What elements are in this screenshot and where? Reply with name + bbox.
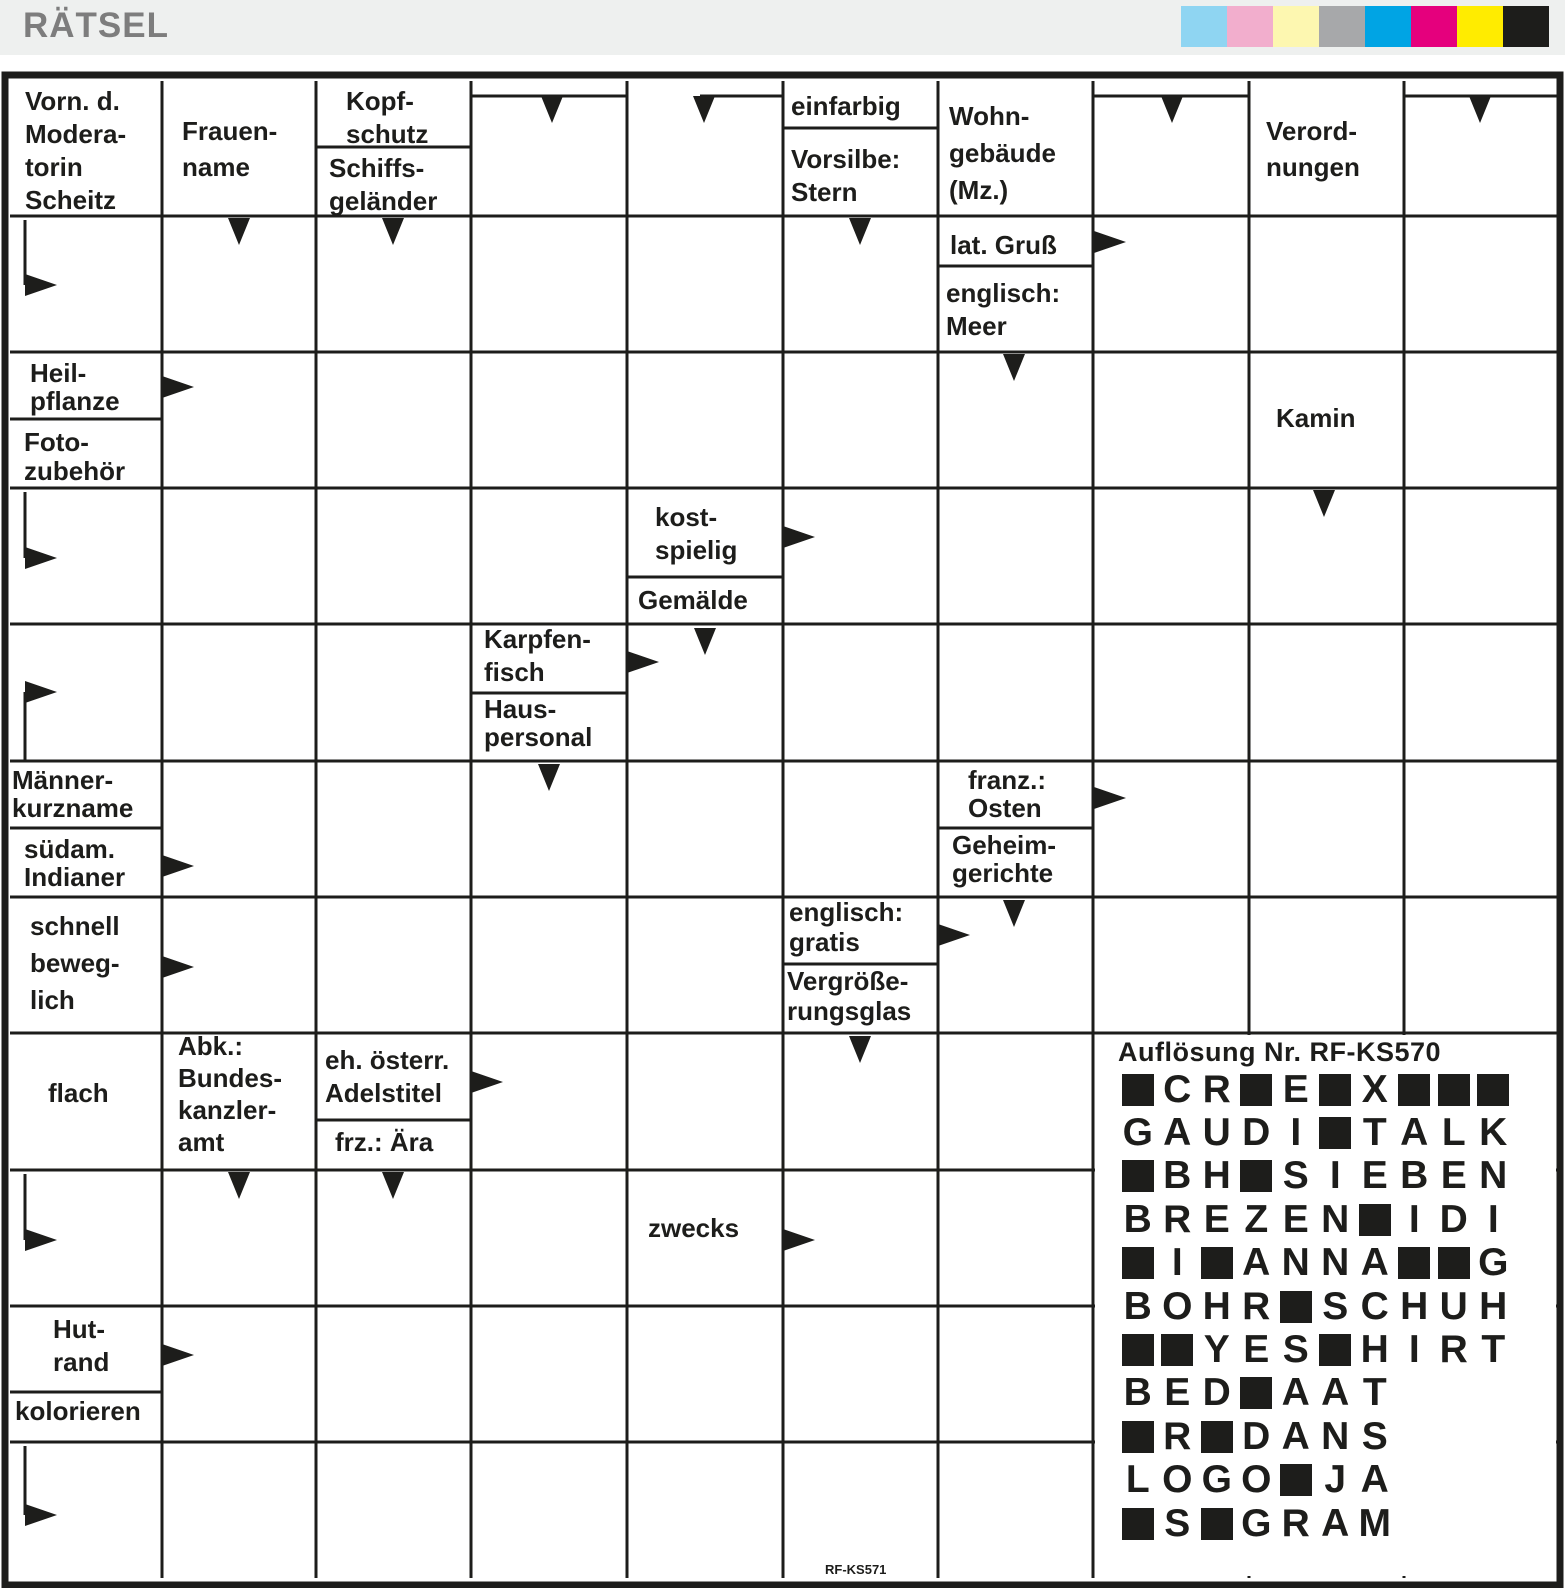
arrow-right-icon: [25, 547, 57, 569]
solution-letter: H: [1202, 1284, 1231, 1328]
arrow-right-icon: [162, 855, 194, 877]
solution-letter: S: [1361, 1414, 1388, 1458]
solution-letter: N: [1281, 1241, 1310, 1285]
clue-label: südam. Indianer: [24, 834, 126, 892]
clue-label: kost-spielig: [655, 502, 738, 565]
solution-letter: Y: [1203, 1328, 1230, 1372]
solution-letter: H: [1202, 1154, 1231, 1198]
solution-black-square: [1316, 1330, 1356, 1370]
arrow-down-icon: [382, 218, 404, 245]
solution-black-square: [1118, 1504, 1158, 1544]
solution-letter: R: [1163, 1414, 1192, 1458]
solution-letter: I: [1290, 1111, 1302, 1155]
solution-letter: N: [1321, 1414, 1350, 1458]
clue-label: Vergröße-rungsglas: [787, 966, 912, 1026]
clue-label: zwecks: [648, 1213, 740, 1243]
clue-label: lat. Gruß: [950, 230, 1057, 260]
arrow-down-icon: [541, 96, 563, 123]
black-square-icon: [1201, 1421, 1233, 1453]
clue-label: Kopf-schutz: [346, 86, 429, 149]
arrow-right-icon: [162, 956, 194, 978]
clue-label: Gemälde: [638, 585, 748, 615]
black-square-icon: [1122, 1508, 1154, 1540]
arrow-right-icon: [1094, 231, 1126, 253]
solution-black-square: [1118, 1156, 1158, 1196]
solution-letter: C: [1163, 1067, 1192, 1111]
solution-letter: I: [1408, 1328, 1420, 1372]
clue-label: Wohn-gebäude (Mz.): [949, 101, 1056, 205]
clue-label: Geheim-gerichte: [952, 830, 1057, 888]
solution-row: [1118, 1198, 1538, 1241]
solution-letter: R: [1439, 1328, 1468, 1372]
clue-label: eh. österr. Adelstitel: [325, 1045, 450, 1108]
clue-label: frz.: Ära: [335, 1127, 434, 1157]
color-swatch: [1365, 6, 1411, 47]
solution-row: [1118, 1459, 1538, 1502]
arrow-right-icon: [627, 651, 659, 673]
solution-letter: A: [1360, 1241, 1389, 1285]
arrow-down-icon: [228, 1172, 250, 1199]
solution-letter: E: [1243, 1328, 1270, 1372]
solution-letter: C: [1360, 1284, 1389, 1328]
solution-black-square: [1197, 1504, 1237, 1544]
solution-letter: Z: [1244, 1197, 1269, 1241]
arrow-right-icon: [783, 1229, 815, 1251]
arrow-right-icon: [471, 1071, 503, 1093]
arrow-down-icon: [538, 764, 560, 791]
solution-letter: E: [1282, 1067, 1309, 1111]
solution-black-square: [1197, 1417, 1237, 1457]
black-square-icon: [1161, 1334, 1193, 1366]
solution-letter: B: [1163, 1154, 1192, 1198]
solution-letter: R: [1202, 1067, 1231, 1111]
solution-letter: R: [1242, 1284, 1271, 1328]
arrow-right-icon: [25, 274, 57, 296]
puzzle-code: RF-KS571: [825, 1562, 887, 1577]
solution-black-square: [1434, 1243, 1474, 1283]
arrow-right-icon: [162, 1344, 194, 1366]
solution-letter: I: [1487, 1197, 1499, 1241]
black-square-icon: [1122, 1074, 1154, 1106]
solution-letter: A: [1321, 1501, 1350, 1545]
clue-label: Abk.: Bundes-kanzler-amt: [178, 1031, 282, 1157]
solution-row: [1118, 1155, 1538, 1198]
solution-letter: E: [1361, 1154, 1388, 1198]
black-square-icon: [1201, 1247, 1233, 1279]
solution-black-square: [1434, 1070, 1474, 1110]
solution-letter: B: [1123, 1284, 1152, 1328]
arrow-down-icon: [228, 218, 250, 245]
solution-letter: G: [1241, 1501, 1272, 1545]
arrow-right-icon: [938, 924, 970, 946]
black-square-icon: [1280, 1464, 1312, 1496]
black-square-icon: [1477, 1074, 1509, 1106]
clue-label: franz.: Osten: [968, 765, 1046, 823]
solution-letter: D: [1242, 1111, 1271, 1155]
black-square-icon: [1438, 1074, 1470, 1106]
solution-letter: E: [1282, 1197, 1309, 1241]
solution-letter: A: [1400, 1111, 1429, 1155]
solution-letter: T: [1362, 1111, 1387, 1155]
solution-letter: U: [1202, 1111, 1231, 1155]
black-square-icon: [1240, 1074, 1272, 1106]
solution-letter: H: [1400, 1284, 1429, 1328]
clue-label: Hut-rand: [53, 1314, 110, 1377]
solution-black-square: [1276, 1287, 1316, 1327]
solution-letter: B: [1123, 1371, 1152, 1415]
black-square-icon: [1240, 1160, 1272, 1192]
arrow-down-icon: [1161, 96, 1183, 123]
solution-letter: S: [1164, 1501, 1191, 1545]
color-swatch-strip: [1181, 6, 1549, 47]
solution-grid: [1118, 1068, 1538, 1545]
color-swatch: [1181, 6, 1227, 47]
solution-letter: S: [1282, 1154, 1309, 1198]
solution-letter: G: [1122, 1111, 1153, 1155]
solution-black-square: [1118, 1070, 1158, 1110]
black-square-icon: [1122, 1421, 1154, 1453]
solution-letter: B: [1123, 1197, 1152, 1241]
color-swatch: [1273, 6, 1319, 47]
solution-letter: A: [1360, 1458, 1389, 1502]
solution-letter: U: [1439, 1284, 1468, 1328]
arrow-right-icon: [25, 681, 57, 703]
solution-black-square: [1197, 1243, 1237, 1283]
clue-label: Haus-personal: [484, 694, 593, 752]
color-swatch: [1411, 6, 1457, 47]
black-square-icon: [1398, 1247, 1430, 1279]
solution-letter: E: [1440, 1154, 1467, 1198]
solution-letter: L: [1125, 1458, 1150, 1502]
clue-label: Heil-pflanze: [30, 358, 120, 416]
solution-letter: N: [1321, 1241, 1350, 1285]
arrow-down-icon: [382, 1172, 404, 1199]
arrow-down-icon: [1003, 354, 1025, 381]
solution-letter: E: [1203, 1197, 1230, 1241]
solution-black-square: [1395, 1070, 1435, 1110]
arrow-down-icon: [694, 628, 716, 655]
clue-label: Verord-nungen: [1266, 116, 1360, 182]
solution-letter: O: [1162, 1458, 1193, 1502]
arrow-right-icon: [1094, 787, 1126, 809]
clue-label: Vorn. d. Modera-torin Scheitz: [25, 86, 127, 215]
solution-black-square: [1237, 1156, 1277, 1196]
solution-letter: S: [1282, 1328, 1309, 1372]
solution-black-square: [1316, 1070, 1356, 1110]
solution-letter: I: [1329, 1154, 1341, 1198]
solution-letter: R: [1163, 1197, 1192, 1241]
arrow-down-icon: [693, 96, 715, 123]
solution-letter: X: [1361, 1067, 1388, 1111]
solution-black-square: [1118, 1243, 1158, 1283]
clue-label: Frauen-name: [182, 116, 278, 182]
solution-row: [1118, 1372, 1538, 1415]
solution-letter: T: [1481, 1328, 1506, 1372]
solution-letter: H: [1360, 1328, 1389, 1372]
solution-letter: D: [1242, 1414, 1271, 1458]
arrow-right-icon: [25, 1504, 57, 1526]
color-swatch: [1227, 6, 1273, 47]
clue-label: Foto-zubehör: [24, 427, 126, 486]
clue-label: Männer-kurzname: [12, 765, 134, 823]
solution-black-square: [1355, 1200, 1395, 1240]
clue-label: flach: [48, 1078, 109, 1108]
color-swatch: [1319, 6, 1365, 47]
solution-letter: I: [1171, 1241, 1183, 1285]
clue-label: einfarbig: [791, 91, 901, 121]
solution-letter: J: [1324, 1458, 1347, 1502]
clue-label: englisch: gratis: [789, 897, 904, 957]
solution-black-square: [1237, 1373, 1277, 1413]
page-title: RÄTSEL: [23, 6, 169, 45]
solution-letter: K: [1479, 1111, 1508, 1155]
solution-letter: E: [1164, 1371, 1191, 1415]
black-square-icon: [1122, 1160, 1154, 1192]
clue-label: Kamin: [1276, 403, 1356, 433]
solution-black-square: [1158, 1330, 1198, 1370]
solution-black-square: [1237, 1070, 1277, 1110]
solution-row: [1118, 1111, 1538, 1154]
solution-letter: A: [1242, 1241, 1271, 1285]
solution-letter: I: [1408, 1197, 1420, 1241]
clue-label: englisch: Meer: [946, 278, 1061, 341]
solution-letter: N: [1479, 1154, 1508, 1198]
solution-letter: O: [1241, 1458, 1272, 1502]
solution-letter: N: [1321, 1197, 1350, 1241]
black-square-icon: [1398, 1074, 1430, 1106]
arrow-down-icon: [1469, 96, 1491, 123]
arrow-down-icon: [1313, 490, 1335, 517]
color-swatch: [1457, 6, 1503, 47]
arrow-right-icon: [783, 526, 815, 548]
arrow-down-icon: [849, 1036, 871, 1063]
clue-label: kolorieren: [15, 1396, 141, 1426]
solution-black-square: [1118, 1330, 1158, 1370]
solution-black-square: [1118, 1417, 1158, 1457]
solution-letter: D: [1439, 1197, 1468, 1241]
arrow-right-icon: [25, 1229, 57, 1251]
solution-letter: A: [1281, 1414, 1310, 1458]
black-square-icon: [1201, 1508, 1233, 1540]
arrow-down-icon: [1003, 900, 1025, 927]
solution-letter: B: [1400, 1154, 1429, 1198]
solution-row: [1118, 1415, 1538, 1458]
solution-black-square: [1474, 1070, 1514, 1110]
clue-label: schnell beweg-lich: [30, 911, 120, 1015]
clue-label: Karpfen-fisch: [484, 624, 591, 687]
solution-letter: M: [1358, 1501, 1391, 1545]
black-square-icon: [1319, 1117, 1351, 1149]
solution-letter: H: [1479, 1284, 1508, 1328]
black-square-icon: [1319, 1074, 1351, 1106]
solution-black-square: [1395, 1243, 1435, 1283]
solution-letter: A: [1281, 1371, 1310, 1415]
solution-letter: O: [1162, 1284, 1193, 1328]
black-square-icon: [1319, 1334, 1351, 1366]
black-square-icon: [1438, 1247, 1470, 1279]
arrow-right-icon: [162, 376, 194, 398]
color-swatch: [1503, 6, 1549, 47]
solution-letter: R: [1281, 1501, 1310, 1545]
header-bar: [0, 0, 1565, 55]
black-square-icon: [1280, 1291, 1312, 1323]
solution-row: [1118, 1328, 1538, 1371]
solution-letter: G: [1478, 1241, 1509, 1285]
solution-letter: L: [1441, 1111, 1466, 1155]
black-square-icon: [1359, 1204, 1391, 1236]
black-square-icon: [1240, 1377, 1272, 1409]
solution-letter: A: [1163, 1111, 1192, 1155]
black-square-icon: [1122, 1247, 1154, 1279]
solution-letter: T: [1362, 1371, 1387, 1415]
solution-black-square: [1316, 1113, 1356, 1153]
solution-row: [1118, 1285, 1538, 1328]
solution-letter: D: [1202, 1371, 1231, 1415]
solution-letter: A: [1321, 1371, 1350, 1415]
solution-title: Auflösung Nr. RF-KS570: [1118, 1037, 1442, 1067]
solution-row: [1118, 1068, 1538, 1111]
solution-letter: G: [1201, 1458, 1232, 1502]
solution-black-square: [1276, 1460, 1316, 1500]
solution-row: [1118, 1242, 1538, 1285]
arrow-down-icon: [849, 218, 871, 245]
black-square-icon: [1122, 1334, 1154, 1366]
clue-label: Schiffs-geländer: [329, 153, 438, 216]
solution-letter: S: [1322, 1284, 1349, 1328]
solution-row: [1118, 1502, 1538, 1545]
clue-label: Vorsilbe: Stern: [791, 144, 901, 207]
solution-panel: [1118, 1037, 1538, 1545]
